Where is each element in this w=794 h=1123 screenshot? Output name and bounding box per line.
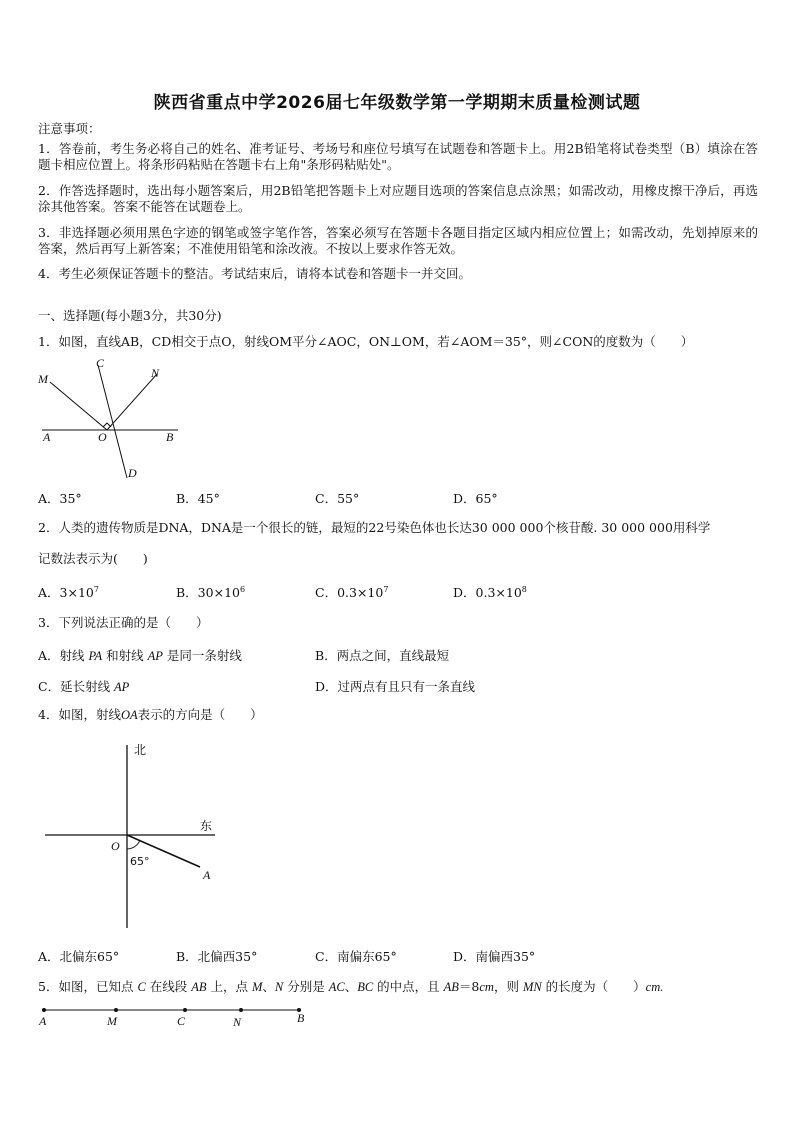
q4-figure xyxy=(40,740,230,935)
page-title: 陕西省重点中学2026届七年级数学第一学期期末质量检测试题 xyxy=(153,93,641,113)
q1-option-b: B．45° xyxy=(176,491,220,506)
q1-figure xyxy=(30,352,190,482)
east-label: 东 xyxy=(200,819,213,833)
q4-stem: 4．如图，射线OA表示的方向是（ ） xyxy=(38,707,263,722)
label-b: B xyxy=(166,430,174,444)
point-a-label: A xyxy=(203,868,211,882)
angle-label: 65° xyxy=(130,855,150,868)
q5-stem: 5．如图，已知点 C 在线段 AB 上，点 M、N 分别是 AC、BC 的中点，且 AB＝8cm，则 MN 的长度为（ ）cm. xyxy=(38,979,664,994)
notice-item-4: 4．考生必须保证答题卡的整洁。考试结束后，请将本试卷和答题卡一并交回。 xyxy=(38,266,471,281)
q3-option-b: B．两点之间，直线最短 xyxy=(315,648,450,663)
notice-heading: 注意事项： xyxy=(38,121,101,136)
label-m: M xyxy=(38,372,48,386)
q4-option-b: B．北偏西35° xyxy=(176,949,258,964)
q5-segment-figure xyxy=(36,1004,316,1034)
q1-option-d: D．65° xyxy=(453,491,498,506)
q1-option-c: C．55° xyxy=(315,491,360,506)
seg-label-m: M xyxy=(107,1014,117,1028)
q4-option-a: A．北偏东65° xyxy=(38,949,120,964)
q3-option-c: C．延长射线 AP xyxy=(38,679,130,694)
q3-option-a: A．射线 PA 和射线 AP 是同一条射线 xyxy=(38,648,242,663)
notice-item-1: 1．答卷前，考生务必将自己的姓名、准考证号、考场号和座位号填写在试题卷和答题卡上。用2B铅笔将试卷类型（B）填涂在答题卡相应位置上。将条形码粘贴在答题卡右上角"条形码粘贴处"。 xyxy=(38,141,758,172)
seg-label-a: A xyxy=(39,1014,47,1028)
north-label: 北 xyxy=(134,743,147,757)
q1-option-a: A．35° xyxy=(38,491,82,506)
notice-item-2: 2．作答选择题时，选出每小题答案后，用2B铅笔把答题卡上对应题目选项的答案信息点涂黑；如需改动，用橡皮擦干净后，再选涂其他答案。答案不能答在试题卷上。 xyxy=(38,183,758,214)
q2-stem-line1: 2．人类的遗传物质是DNA，DNA是一个很长的链，最短的22号染色体也长达30 000 000个核苷酸. 30 000 000用科学 xyxy=(38,520,711,535)
q3-stem: 3．下列说法正确的是（ ） xyxy=(38,615,209,630)
section-heading: 一、选择题(每小题3分，共30分) xyxy=(38,308,222,323)
label-n: N xyxy=(151,366,160,380)
q1-stem: 1．如图，直线AB，CD相交于点O，射线OM平分∠AOC，ON⊥OM，若∠AOM＝35°，则∠CON的度数为（ ） xyxy=(38,334,694,349)
label-d: D xyxy=(128,466,137,480)
seg-label-b: B xyxy=(297,1011,305,1025)
label-a: A xyxy=(43,430,51,444)
q3-option-d: D．过两点有且只有一条直线 xyxy=(315,679,476,694)
label-c: C xyxy=(96,356,105,370)
label-o: O xyxy=(98,430,107,444)
q2-option-d: D．$0.3\times 10^8$ xyxy=(453,584,527,600)
origin-label: O xyxy=(111,839,120,853)
q2-option-c: C．$0.3\times 10^7$ xyxy=(315,584,389,600)
q4-option-c: C．南偏东65° xyxy=(315,949,397,964)
q2-option-b: B．$30\times 10^6$ xyxy=(176,584,246,600)
q2-option-a: A．$3\times 10^7$ xyxy=(38,584,99,600)
seg-label-n: N xyxy=(233,1015,242,1029)
q2-stem-line2: 记数法表示为( ) xyxy=(38,551,148,566)
notice-item-3: 3．非选择题必须用黑色字迹的钢笔或签字笔作答，答案必须写在答题卡各题目指定区域内相应位置上；如需改动，先划掉原来的答案，然后再写上新答案；不准使用铅笔和涂改液。不按以上要求作答无效。 xyxy=(38,225,758,256)
seg-label-c: C xyxy=(177,1014,186,1028)
q4-option-d: D．南偏西35° xyxy=(453,949,536,964)
